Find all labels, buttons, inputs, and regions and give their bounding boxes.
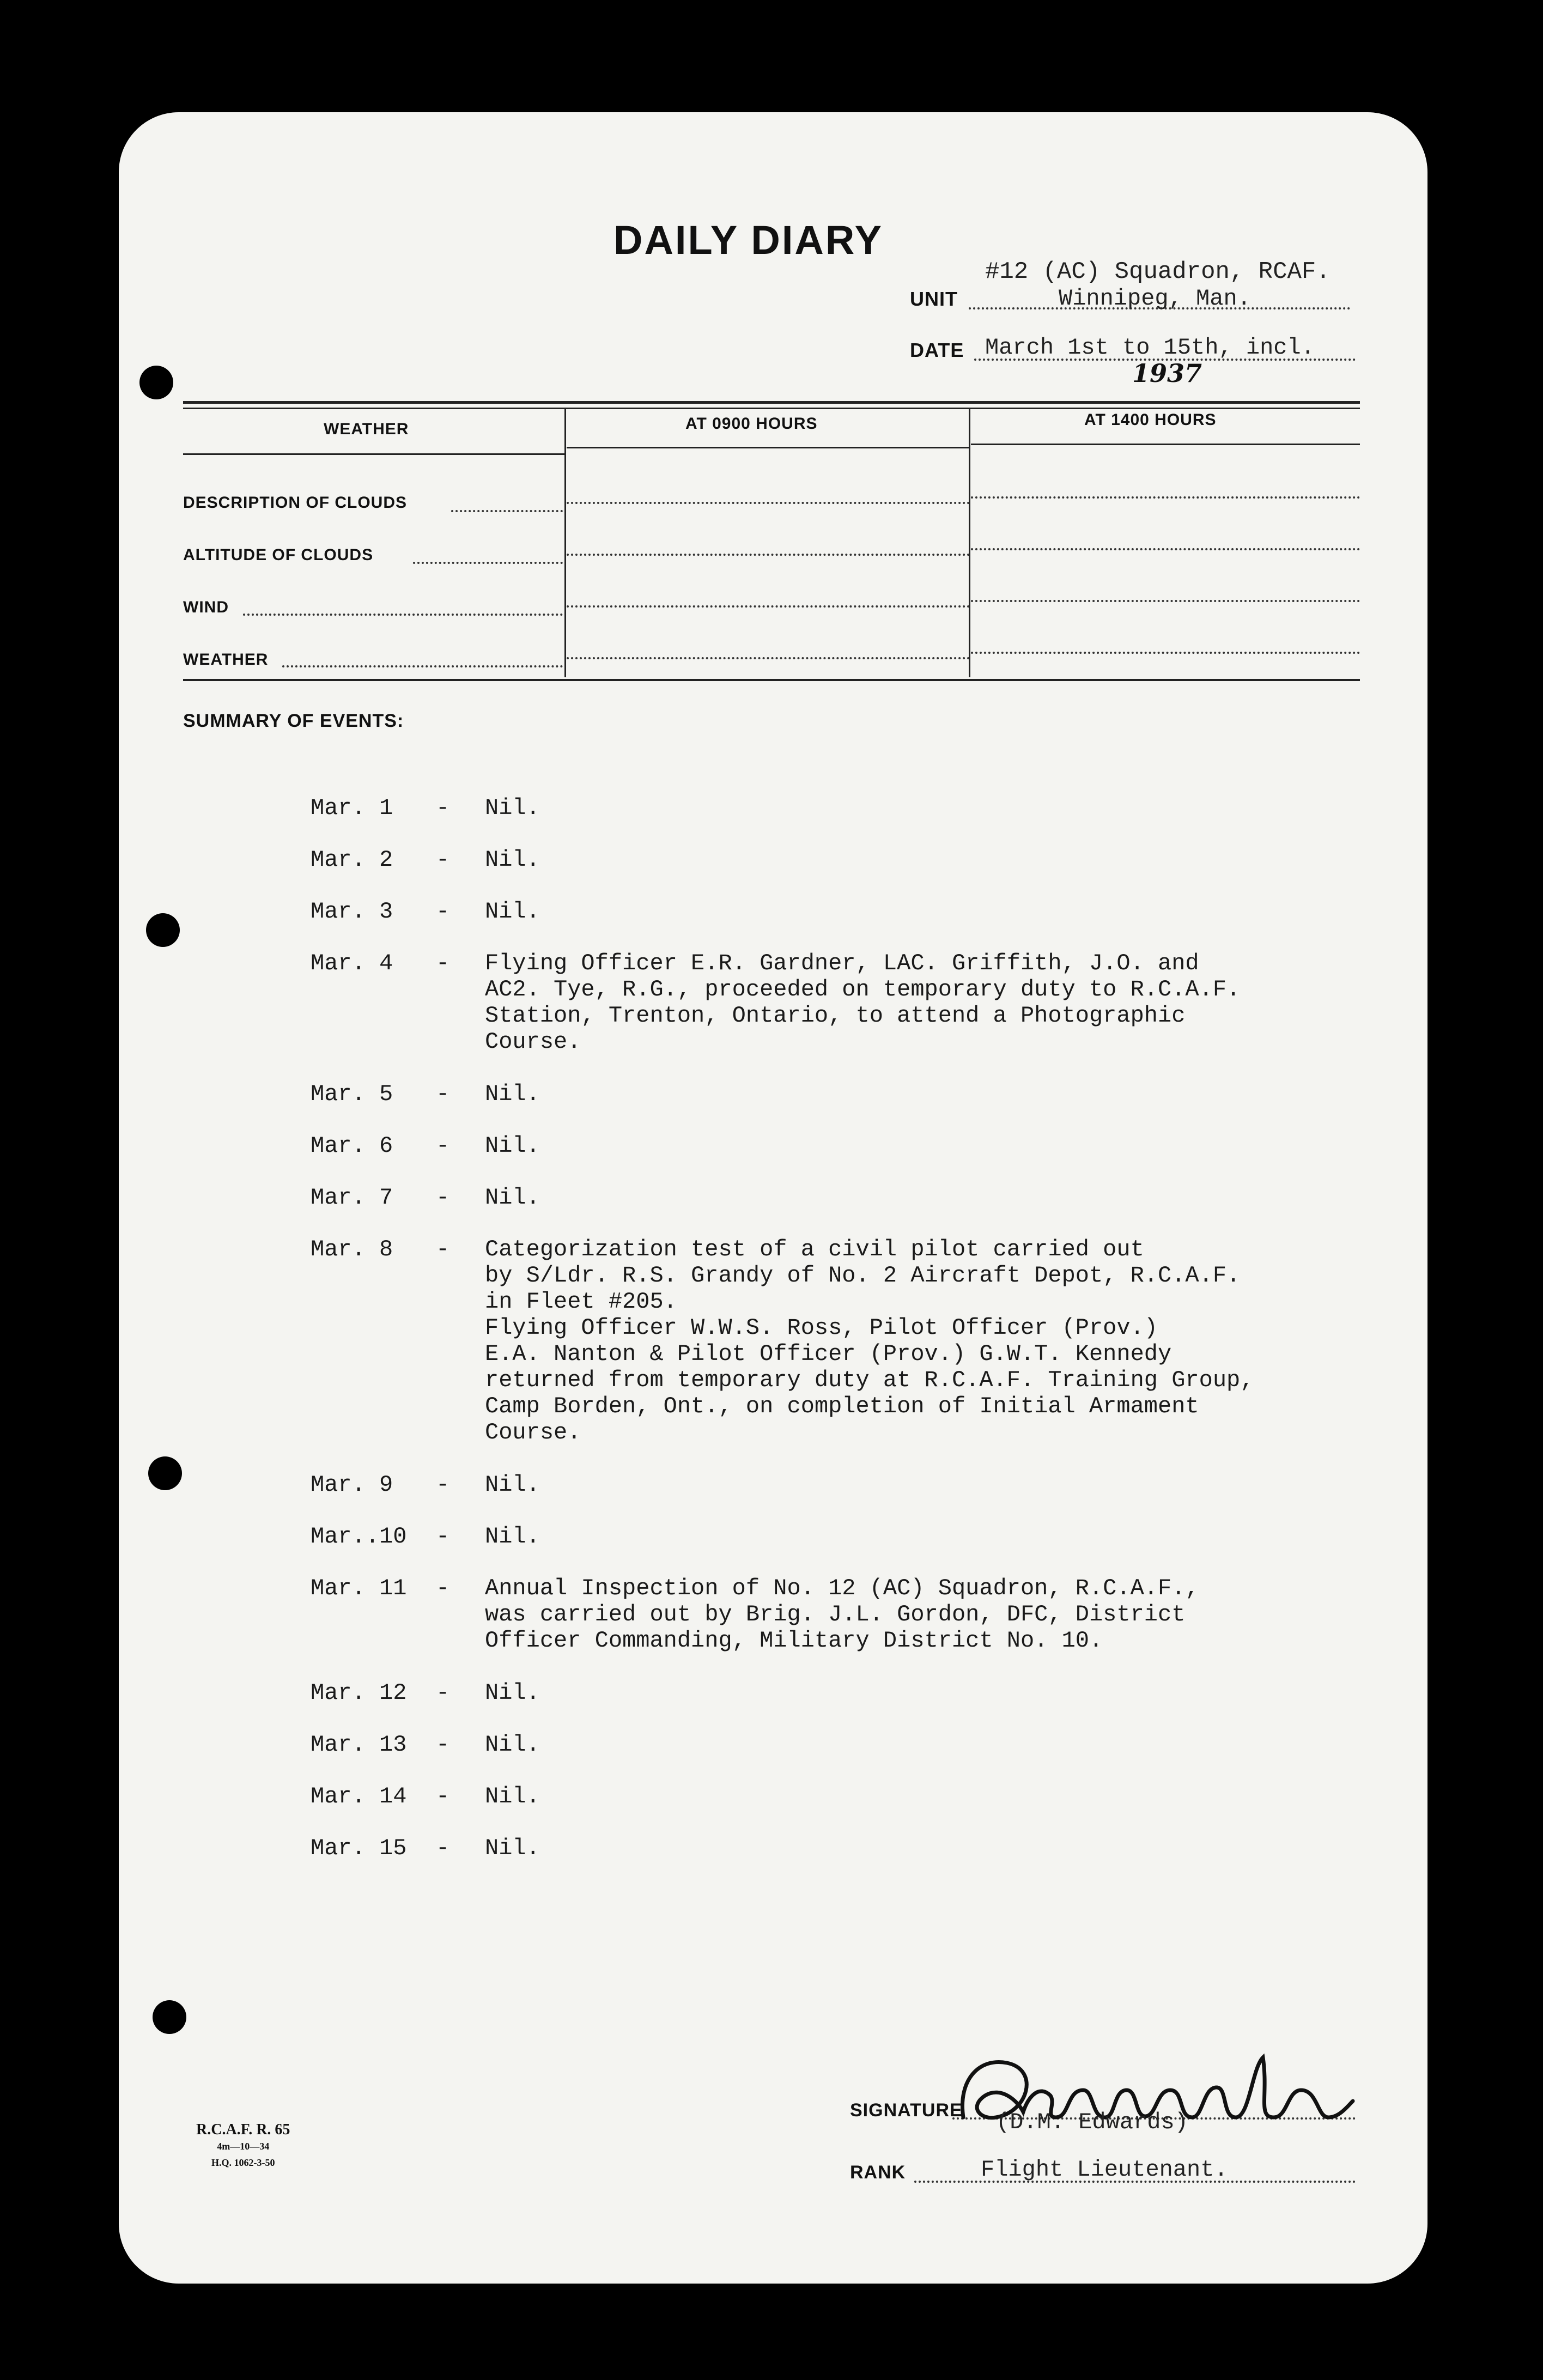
event-date: Mar. 12	[311, 1680, 407, 1706]
unit-line-1: #12 (AC) Squadron, RCAF.	[985, 258, 1331, 286]
punch-hole	[153, 2000, 186, 2034]
page-title: DAILY DIARY	[613, 217, 883, 263]
event-text: Nil.	[485, 1783, 540, 1810]
date-label: DATE	[910, 339, 964, 361]
weather-row-label: DESCRIPTION OF CLOUDS	[183, 494, 408, 512]
weather-column-header: WEATHER	[324, 420, 409, 438]
event-entry: Mar..10 - Nil.	[311, 1523, 540, 1550]
rank-label: RANK	[850, 2162, 906, 2183]
event-date: Mar. 5	[311, 1081, 393, 1107]
event-text: Nil.	[485, 1185, 540, 1211]
event-entry: Mar. 6 - Nil.	[311, 1133, 540, 1159]
event-entry: Mar. 4 - Flying Officer E.R. Gardner, LAC. Griffith, J.O. and AC2. Tye, R.G., proceeded on temporary duty to R.C.A.F. Station, Trenton, Ontario, to attend a Photographic Course.	[311, 950, 1241, 1055]
event-text: Nil.	[485, 847, 540, 873]
event-date: Mar. 13	[311, 1732, 407, 1758]
event-entry: Mar. 3 - Nil.	[311, 898, 540, 925]
rank-value: Flight Lieutenant.	[981, 2157, 1228, 2183]
event-date: Mar. 1	[311, 795, 393, 821]
unit-line-2: Winnipeg, Man.	[1059, 286, 1251, 312]
event-date: Mar. 14	[311, 1783, 407, 1810]
event-text: Nil.	[485, 898, 540, 925]
event-entry: Mar. 5 - Nil.	[311, 1081, 540, 1107]
unit-label: UNIT	[910, 288, 958, 310]
weather-row-label: WEATHER	[183, 651, 269, 669]
event-date: Mar. 15	[311, 1835, 407, 1861]
event-date: Mar. 6	[311, 1133, 393, 1159]
event-date: Mar. 7	[311, 1185, 393, 1211]
event-text: Nil.	[485, 1523, 540, 1550]
signature-label: SIGNATURE	[850, 2100, 963, 2121]
event-entry: Mar. 11 - Annual Inspection of No. 12 (AC) Squadron, R.C.A.F., was carried out by Brig. J.L. Gordon, DFC, District Officer Commanding, Military District No. 10.	[311, 1575, 1199, 1654]
event-entry: Mar. 13 - Nil.	[311, 1732, 540, 1758]
summary-of-events-label: SUMMARY OF EVENTS:	[183, 711, 404, 731]
event-entry: Mar. 12 - Nil.	[311, 1680, 540, 1706]
weather-row-label: ALTITUDE OF CLOUDS	[183, 546, 374, 564]
event-date: Mar. 4	[311, 950, 393, 976]
event-text: Nil.	[485, 1081, 540, 1107]
event-text: Nil.	[485, 1732, 540, 1758]
1400-column-header: AT 1400 HOURS	[1084, 411, 1217, 429]
date-year: 1937	[1132, 359, 1202, 388]
punch-hole	[148, 1456, 182, 1490]
event-entry: Mar. 7 - Nil.	[311, 1185, 540, 1211]
event-date: Mar. 9	[311, 1472, 393, 1498]
event-entry: Mar. 9 - Nil.	[311, 1472, 540, 1498]
event-entry: Mar. 15 - Nil.	[311, 1835, 540, 1861]
diary-page	[119, 112, 1427, 2284]
event-entry: Mar. 2 - Nil.	[311, 847, 540, 873]
event-text: Nil.	[485, 795, 540, 821]
event-entry: Mar. 8 - Categorization test of a civil pilot carried out by S/Ldr. R.S. Grandy of No. 2 Aircraft Depot, R.C.A.F. in Fleet #205. Flying Officer W.W.S. Ross, Pilot Officer (Prov.) E.A. Nanton & Pilot Officer (Prov.) G.W.T. Kennedy returned from temporary duty at R.C.A.F. Training Group, Camp Borden, Ont., on completion of Initial Armament Course.	[311, 1236, 1254, 1446]
event-text: Nil.	[485, 1680, 540, 1706]
date-value: March 1st to 15th, incl.	[985, 335, 1315, 361]
form-identifier: R.C.A.F. R. 65 4m—10—34 H.Q. 1062-3-50	[196, 2121, 290, 2168]
event-entry: Mar. 14 - Nil.	[311, 1783, 540, 1810]
event-entry: Mar. 1 - Nil.	[311, 795, 540, 821]
event-date: Mar. 2	[311, 847, 393, 873]
punch-hole	[139, 366, 173, 399]
event-date: Mar..10	[311, 1523, 407, 1550]
event-date: Mar. 11	[311, 1575, 407, 1601]
event-text: Annual Inspection of No. 12 (AC) Squadron, R.C.A.F., was carried out by Brig. J.L. Gordon, DFC, District Officer Commanding, Military District No. 10.	[485, 1575, 1199, 1654]
event-text: Nil.	[485, 1133, 540, 1159]
event-text: Nil.	[485, 1472, 540, 1498]
signature-name: (D.M. Edwards)	[996, 2109, 1188, 2135]
0900-column-header: AT 0900 HOURS	[685, 415, 818, 433]
event-text: Categorization test of a civil pilot carried out by S/Ldr. R.S. Grandy of No. 2 Aircraft Depot, R.C.A.F. in Fleet #205. Flying Officer W.W.S. Ross, Pilot Officer (Prov.) E.A. Nanton & Pilot Officer (Prov.) G.W.T. Kennedy returned from temporary duty at R.C.A.F. Training Group, Camp Borden, Ont., on completion of Initial Armament Course.	[485, 1236, 1254, 1446]
event-date: Mar. 8	[311, 1236, 393, 1262]
event-date: Mar. 3	[311, 898, 393, 925]
event-text: Nil.	[485, 1835, 540, 1861]
punch-hole	[146, 913, 180, 947]
event-text: Flying Officer E.R. Gardner, LAC. Griffith, J.O. and AC2. Tye, R.G., proceeded on temporary duty to R.C.A.F. Station, Trenton, Ontario, to attend a Photographic Course.	[485, 950, 1241, 1055]
weather-row-label: WIND	[183, 598, 229, 616]
